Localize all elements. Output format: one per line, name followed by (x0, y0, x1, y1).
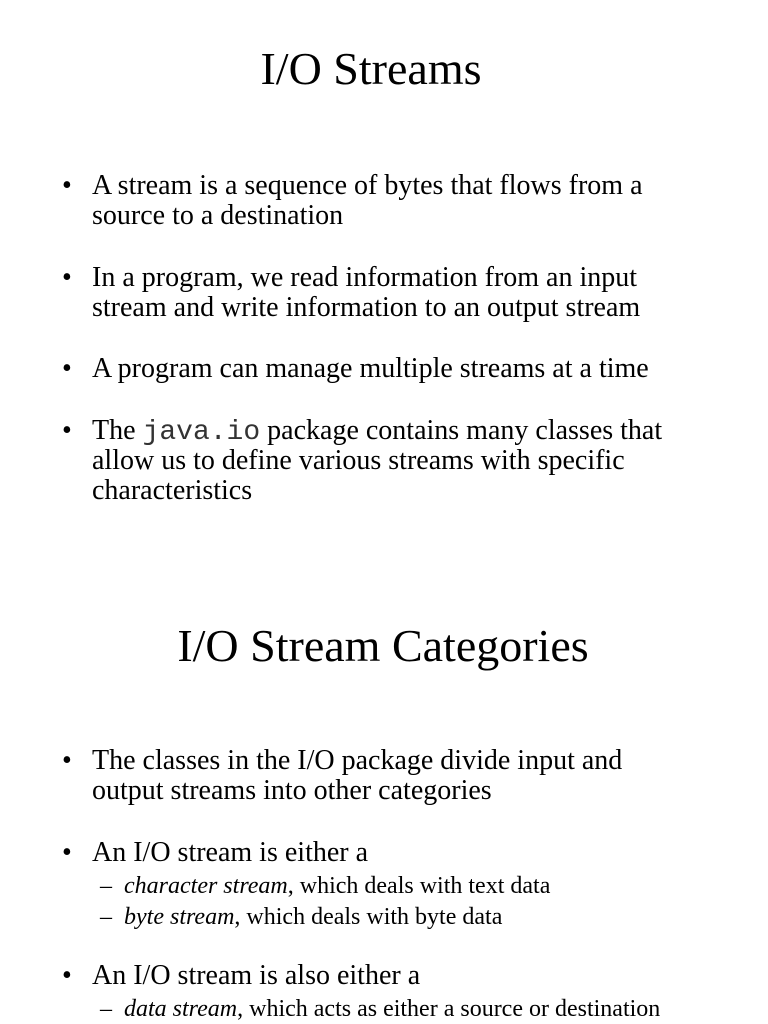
bullet-text-line: source to a destination (92, 200, 344, 231)
bullet-text-line: A stream is a sequence of bytes that flows from a (92, 170, 643, 201)
sub-bullet-description: , which deals with text data (287, 872, 551, 899)
sub-bullet-term: byte stream (124, 903, 235, 930)
bullet-text-line: characteristics (92, 474, 253, 506)
sub-bullet-description: , which deals with byte data (234, 903, 503, 930)
bullet-list (0, 746, 768, 1022)
bullet-marker: • (62, 353, 72, 384)
bullet-text-segment: The (92, 414, 136, 446)
slide-title: I/O Streams (260, 43, 482, 94)
bullet-item (0, 961, 768, 1022)
sub-bullet-dash: – (100, 996, 112, 1022)
bullet-text-line: An I/O stream is either a (92, 836, 369, 868)
bullet-marker: • (62, 960, 72, 991)
sub-bullet-item (0, 996, 768, 1022)
bullet-item (0, 263, 768, 323)
bullet-marker: • (62, 261, 72, 293)
bullet-text-line: A program can manage multiple streams at a time (92, 353, 649, 384)
bullet-marker: • (62, 414, 72, 446)
bullet-text-line: allow us to define various streams with specific (92, 444, 625, 476)
bullet-item (0, 746, 768, 806)
sub-bullet-dash: – (100, 903, 112, 930)
bullet-text-line (0, 416, 768, 446)
bullet-text-line: An I/O stream is also either a (92, 960, 421, 991)
bullet-text-line: In a program, we read information from an input (92, 261, 638, 293)
slide-title: I/O Stream Categories (177, 620, 589, 671)
sub-bullet-dash: – (100, 872, 112, 899)
sub-bullet-description: , which acts as either a source or destination (237, 996, 661, 1022)
bullet-text-segment: package contains many classes that (267, 414, 663, 446)
sub-bullet-text (0, 996, 768, 1022)
sub-bullet-text (0, 873, 768, 899)
sub-bullet-term: character stream (124, 872, 288, 899)
sub-bullet-term: data stream (124, 996, 238, 1022)
bullet-marker: • (62, 745, 72, 776)
bullet-item (0, 171, 768, 231)
bullet-marker: • (62, 170, 72, 201)
bullet-item (0, 416, 768, 506)
bullet-list (0, 171, 768, 506)
bullet-text-line: output streams into other categories (92, 775, 492, 806)
sub-bullet-item (0, 873, 768, 899)
bullet-marker: • (62, 836, 72, 868)
sub-bullet-item (0, 904, 768, 930)
bullet-item (0, 838, 768, 930)
sub-bullet-text (0, 904, 768, 930)
bullet-text-line: The classes in the I/O package divide input and (92, 745, 623, 776)
bullet-item (0, 354, 768, 384)
code-package-name: java.io (142, 416, 261, 448)
bullet-text-line: stream and write information to an output stream (92, 291, 641, 323)
